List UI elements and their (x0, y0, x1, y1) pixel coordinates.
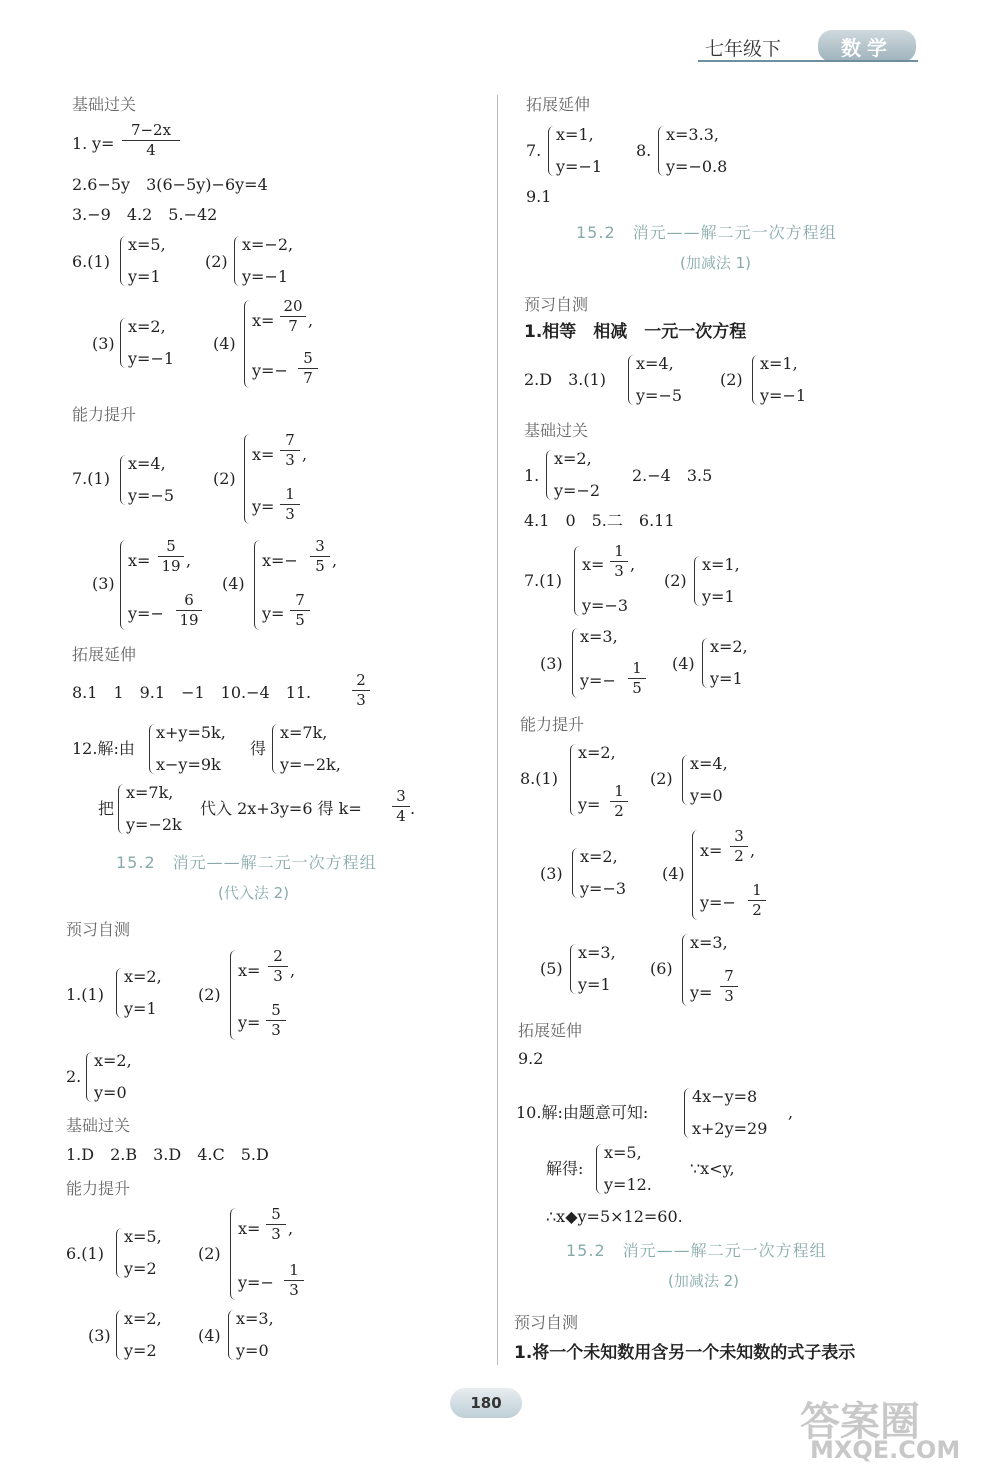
answer-1-lhs: y= (92, 134, 115, 153)
fraction: 1 3 (284, 1262, 304, 1299)
comma: , (290, 961, 296, 980)
equation: x= (582, 555, 605, 574)
equation: y=− (128, 604, 164, 623)
equation: y=−0.8 (666, 157, 728, 176)
section-heading: 基础过关 (66, 1116, 131, 1135)
section-heading: 基础过关 (72, 95, 137, 114)
equation: y=−1 (128, 349, 175, 368)
equation: y=12. (604, 1175, 652, 1194)
brace (546, 450, 552, 500)
brace (230, 950, 236, 1040)
equation: x=4, (690, 754, 728, 773)
sub-label: (2) (198, 1244, 221, 1263)
equation: y= (252, 497, 275, 516)
equation: x=2, (94, 1051, 132, 1070)
answer-2-label: 2. (66, 1067, 82, 1086)
brace (628, 355, 634, 405)
fraction: 3 4 (392, 788, 410, 825)
grade-label: 七年级下 (705, 38, 782, 60)
equation: y=−3 (582, 596, 629, 615)
text: 解得: (546, 1159, 584, 1178)
text: ∴x◆y=5×12=60. (546, 1207, 683, 1226)
text: 把 (98, 799, 115, 818)
brace (116, 1310, 122, 1360)
answer-2-3-label: 2.D 3.(1) (524, 370, 607, 389)
brace (682, 934, 688, 1006)
answer-8-label: 8. (636, 141, 652, 160)
equation: x=7k, (126, 783, 174, 802)
equation: y=−1 (760, 386, 807, 405)
brace (118, 784, 124, 834)
answer-1-label: 1.(1) (66, 985, 104, 1004)
brace (244, 434, 250, 524)
fraction: 1 5 (628, 660, 646, 697)
equation: x−y=9k (156, 755, 221, 774)
fraction: 7 5 (290, 592, 310, 629)
answer-4-6: 4.1 0 5.二 6.11 (524, 511, 675, 530)
fraction: 1 2 (610, 783, 628, 820)
text: 得 (250, 739, 267, 758)
sub-label: (3) (540, 654, 563, 673)
sub-label: (2) (198, 985, 221, 1004)
equation: y= (262, 604, 285, 623)
brace (120, 236, 126, 286)
equation: y=0 (236, 1341, 269, 1360)
brace (684, 1088, 690, 1138)
equation: x=3.3, (666, 125, 719, 144)
equation: y=−5 (128, 486, 175, 505)
fraction: 7−2x 4 (122, 122, 180, 159)
equation: x=− (262, 551, 298, 570)
lesson-subtitle: (代入法 2) (218, 884, 290, 902)
equation: x= (252, 445, 275, 464)
fraction: 3 5 (310, 538, 330, 575)
brace (228, 1310, 234, 1360)
sub-label: (3) (88, 1326, 111, 1345)
equation: y=−5 (636, 386, 683, 405)
brace (572, 628, 578, 698)
equation: y=2 (124, 1259, 157, 1278)
brace (572, 848, 578, 898)
brace (702, 638, 708, 688)
subject-badge: 数学 (818, 30, 916, 62)
answer-1-label: 1. (524, 466, 540, 485)
answer-1-5: 1.D 2.B 3.D 4.C 5.D (66, 1145, 269, 1164)
sub-label: (4) (662, 864, 685, 883)
answer-8-11: 8.1 1 9.1 −1 10.−4 11. (72, 683, 312, 702)
brace (116, 968, 122, 1018)
sub-label: (2) (213, 469, 236, 488)
section-heading: 预习自测 (524, 295, 589, 314)
equation: x= (238, 1219, 261, 1238)
period: . (410, 799, 416, 818)
fraction: 5 7 (298, 350, 318, 387)
equation: y=−1 (556, 157, 603, 176)
brace (570, 944, 576, 994)
brace (272, 724, 278, 774)
answer-1: 1.相等 相减 一元一次方程 (524, 322, 747, 342)
equation: x=2, (580, 847, 618, 866)
equation: y=− (580, 671, 616, 690)
equation: x= (238, 961, 261, 980)
brace (752, 355, 758, 405)
section-heading: 拓展延伸 (518, 1021, 583, 1040)
fraction: 5 19 (158, 538, 184, 575)
equation: y=−2 (554, 481, 601, 500)
answer-10-label: 10.解:由题意可知: (516, 1103, 649, 1122)
equation: y=− (700, 893, 736, 912)
answer-9: 9.1 (526, 187, 552, 206)
text: 代入 2x+3y=6 得 k= (200, 799, 362, 818)
equation: x=2, (128, 317, 166, 336)
section-heading: 预习自测 (66, 920, 131, 939)
sub-label: (3) (92, 574, 115, 593)
brace (230, 1208, 236, 1300)
fraction: 20 7 (280, 298, 306, 335)
brace (658, 126, 664, 176)
equation: x=4, (636, 354, 674, 373)
equation: y=−3 (580, 879, 627, 898)
answer-6-label: 6.(1) (72, 252, 110, 271)
fraction: 1 2 (748, 882, 766, 919)
sub-label: (2) (664, 571, 687, 590)
brace (596, 1144, 602, 1194)
sub-label: (2) (650, 769, 673, 788)
section-heading: 预习自测 (514, 1313, 579, 1332)
brace (548, 126, 554, 176)
equation: y= (578, 795, 601, 814)
equation: x=4, (128, 454, 166, 473)
fraction: 2 3 (352, 672, 370, 709)
equation: x=5, (124, 1227, 162, 1246)
brace (692, 830, 698, 920)
sub-label: (3) (540, 864, 563, 883)
fraction: 7 3 (280, 432, 300, 469)
sub-label: (2) (720, 370, 743, 389)
section-heading: 能力提升 (520, 715, 585, 734)
equation: x+y=5k, (156, 723, 226, 742)
equation: x=3, (578, 943, 616, 962)
equation: x=3, (690, 933, 728, 952)
section-heading: 能力提升 (72, 405, 137, 424)
equation: x=1, (702, 555, 740, 574)
comma: , (332, 551, 338, 570)
text: ∵x<y, (690, 1159, 735, 1178)
equation: x=2, (710, 637, 748, 656)
equation: x=7k, (280, 723, 328, 742)
comma: , (308, 311, 314, 330)
equation: x=1, (556, 125, 594, 144)
equation: y= (238, 1013, 261, 1032)
answer-1: 1. (72, 134, 88, 153)
section-heading: 拓展延伸 (526, 95, 591, 114)
answer-6-label: 6.(1) (66, 1244, 104, 1263)
brace (574, 546, 580, 616)
equation: x= (128, 551, 151, 570)
sub-label: (4) (213, 334, 236, 353)
section-heading: 拓展延伸 (72, 645, 137, 664)
sub-label: (4) (198, 1326, 221, 1345)
equation: y=1 (710, 669, 743, 688)
answer-7-label: 7.(1) (524, 571, 562, 590)
equation: x=5, (128, 235, 166, 254)
equation: y=1 (124, 999, 157, 1018)
comma: , (302, 445, 308, 464)
equation: x=2, (124, 1309, 162, 1328)
equation: x=1, (760, 354, 798, 373)
equation: y=−2k (126, 815, 182, 834)
watermark-logo: 答案圈 (800, 1399, 920, 1445)
sub-label: (2) (205, 252, 228, 271)
equation: y=−2k, (280, 755, 341, 774)
brace (120, 318, 126, 368)
equation: x=3, (580, 627, 618, 646)
comma: , (186, 551, 192, 570)
sub-label: (4) (222, 574, 245, 593)
fraction: 1 3 (610, 543, 628, 580)
fraction: 7 3 (720, 968, 738, 1005)
sub-label: (6) (650, 959, 673, 978)
brace (244, 300, 250, 388)
brace (682, 755, 688, 805)
lesson-subtitle: (加减法 1) (680, 254, 752, 272)
equation: y=−1 (242, 267, 289, 286)
answer-1: 1.将一个未知数用含另一个未知数的式子表示 (514, 1343, 856, 1363)
brace (86, 1052, 92, 1102)
answer-12-label: 12.解:由 (72, 739, 135, 758)
equation: y=− (238, 1273, 274, 1292)
section-heading: 基础过关 (524, 421, 589, 440)
fraction: 1 3 (280, 486, 300, 523)
column-divider (497, 95, 498, 1365)
brace (570, 744, 576, 816)
fraction: 5 3 (266, 1206, 286, 1243)
equation: x=2, (554, 449, 592, 468)
answer-3-5: 3.−9 4.2 5.−42 (72, 205, 218, 224)
brace (120, 455, 126, 505)
equation: x=−2, (242, 235, 294, 254)
equation: x=3, (236, 1309, 274, 1328)
comma: , (630, 555, 636, 574)
fraction: 6 19 (176, 592, 202, 629)
equation: 4x−y=8 (692, 1087, 758, 1106)
page-number: 180 (450, 1388, 522, 1418)
fraction: 5 3 (266, 1002, 286, 1039)
sub-label: (5) (540, 959, 563, 978)
fraction: 3 2 (730, 828, 748, 865)
answer-2: 2.6−5y 3(6−5y)−6y=4 (72, 175, 268, 194)
sub-label: (3) (92, 334, 115, 353)
answer-9: 9.2 (518, 1049, 544, 1068)
comma: , (788, 1103, 794, 1122)
comma: , (288, 1219, 294, 1238)
equation: x+2y=29 (692, 1119, 768, 1138)
equation: x=5, (604, 1143, 642, 1162)
brace (234, 236, 240, 286)
lesson-title: 15.2 消元——解二元一次方程组 (566, 1241, 827, 1260)
equation: x= (700, 841, 723, 860)
brace (254, 540, 260, 630)
equation: y=1 (578, 975, 611, 994)
answer-7-label: 7. (526, 141, 542, 160)
lesson-title: 15.2 消元——解二元一次方程组 (576, 223, 837, 242)
equation: y=0 (690, 786, 723, 805)
header-rule (698, 60, 918, 62)
equation: y=1 (128, 267, 161, 286)
answer-8-label: 8.(1) (520, 769, 558, 788)
equation: y=− (252, 361, 288, 380)
comma: , (750, 841, 756, 860)
lesson-title: 15.2 消元——解二元一次方程组 (116, 853, 377, 872)
brace (116, 1228, 122, 1278)
equation: y=2 (124, 1341, 157, 1360)
sub-label: (4) (672, 654, 695, 673)
answer-2-3: 2.−4 3.5 (632, 466, 713, 485)
fraction: 2 3 (268, 948, 288, 985)
watermark-url: MXQE.COM (810, 1436, 961, 1464)
equation: y= (690, 983, 713, 1002)
brace (694, 556, 700, 606)
brace (149, 724, 155, 774)
section-heading: 能力提升 (66, 1179, 131, 1198)
equation: y=1 (702, 587, 735, 606)
equation: x= (252, 311, 275, 330)
equation: y=0 (94, 1083, 127, 1102)
answer-7-label: 7.(1) (72, 469, 110, 488)
equation: x=2, (578, 743, 616, 762)
equation: x=2, (124, 967, 162, 986)
brace (120, 540, 126, 630)
lesson-subtitle: (加减法 2) (668, 1272, 740, 1290)
